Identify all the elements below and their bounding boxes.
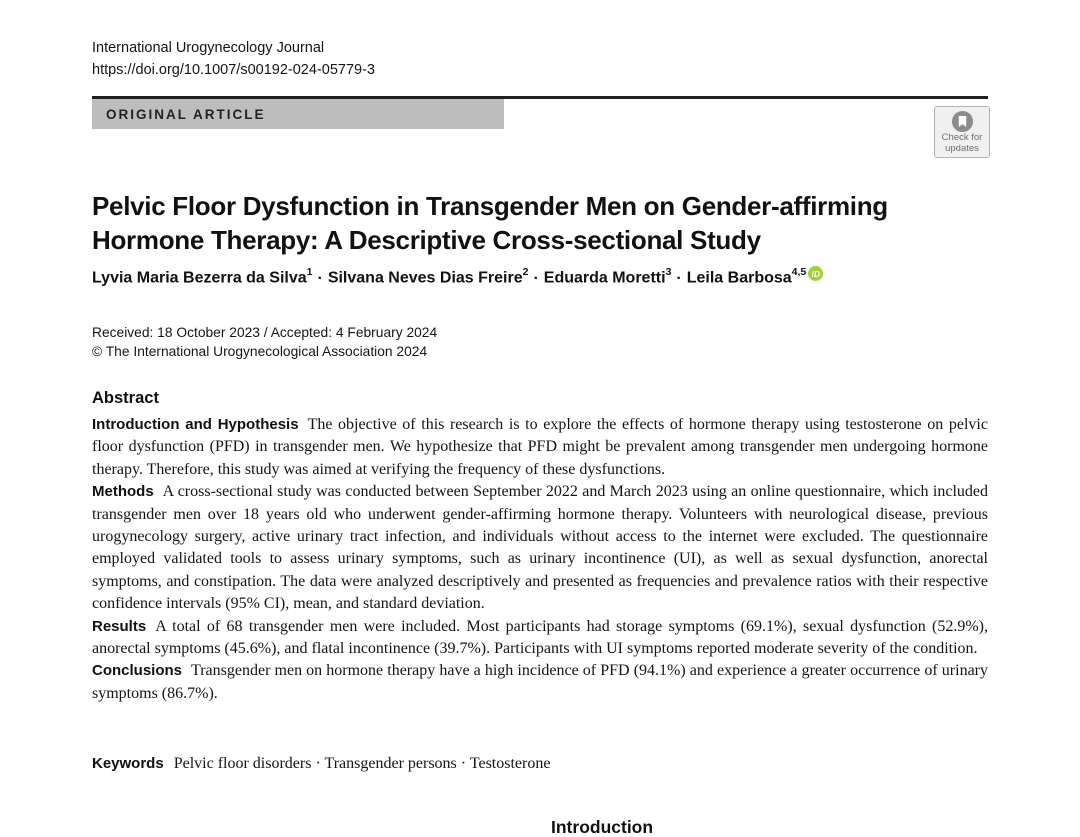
orcid-icon[interactable]: iD bbox=[808, 266, 823, 281]
abstract-section bbox=[92, 389, 988, 705]
abstract-run-in-label: Results bbox=[92, 617, 147, 635]
abstract-text: Transgender men on hormone therapy have a high incidence of PFD (94.1%) and experience a greater occurrence of urinary symptoms (86.7%). bbox=[92, 662, 988, 702]
author-list bbox=[92, 266, 823, 288]
abstract-heading: Abstract bbox=[92, 389, 159, 407]
bookmark-icon bbox=[951, 110, 974, 133]
abstract-run-in-label: Conclusions bbox=[92, 662, 183, 680]
copyright-line: © The International Urogynecological Association 2024 bbox=[92, 343, 428, 359]
abstract-paragraph-methods bbox=[92, 481, 988, 615]
author-separator: · bbox=[317, 269, 323, 287]
article-type-banner bbox=[92, 99, 504, 129]
introduction-heading-partial: Introduction bbox=[551, 817, 654, 837]
journal-name: International Urogynecology Journal bbox=[92, 40, 325, 56]
author-affiliation-sup: 3 bbox=[665, 266, 672, 279]
author-name: Silvana Neves Dias Freire bbox=[327, 269, 523, 287]
abstract-text: A cross-sectional study was conducted between September 2022 and March 2023 using an online questionnaire, which included transgender men over 18 years old who underwent gender-affirming hormone therapy. Volunteers with neurological disease, previous urogynecology surgery, active urinary tract infection, and individuals without access to the internet were excluded. The questionnaire employed validated tools to assess urinary symptoms, such as urinary incontinence (UI), as well as sexual dysfunction, anorectal symptoms, and constipation. The data were analyzed descriptively and presented as frequencies and prevalence ratios with their respective confidence intervals (95% CI), mean, and standard deviation. bbox=[92, 483, 988, 613]
received-accepted-dates: Received: 18 October 2023 / Accepted: 4 February 2024 bbox=[92, 325, 438, 340]
author-name: Lyvia Maria Bezerra da Silva bbox=[92, 269, 307, 287]
check-badge-text-line1: Check for bbox=[941, 132, 983, 143]
abstract-paragraph-conclusions bbox=[92, 660, 988, 705]
author-affiliation-sup: 1 bbox=[306, 266, 313, 279]
author-name: Eduarda Moretti bbox=[543, 269, 666, 287]
author-name: Leila Barbosa bbox=[686, 269, 792, 287]
abstract-text: The objective of this research is to explore the effects of hormone therapy using testosterone on pelvic floor dysfunction (PFD) in transgender men. We hypothesize that PFD might be prevalent among transgender men undergoing hormone therapy. Therefore, this study was aimed at verifying the frequency of these dysfunctions. bbox=[92, 416, 988, 478]
doi-link[interactable]: https://doi.org/10.1007/s00192-024-05779-3 bbox=[92, 62, 375, 78]
page-title: Pelvic Floor Dysfunction in Transgender Men on Gender-affirming Hormone Therapy: A Descriptive Cross-sectional Study bbox=[92, 191, 888, 256]
abstract-paragraph-introduction bbox=[92, 414, 988, 481]
keywords-text: Pelvic floor disorders · Transgender persons · Testosterone bbox=[173, 755, 551, 772]
abstract-text: A total of 68 transgender men were included. Most participants had storage symptoms (69.1%), sexual dysfunction (52.9%), anorectal symptoms (45.6%), and flatal incontinence (39.7%). Participants with UI symptoms reported moderate severity of the condition. bbox=[92, 617, 988, 658]
article-history bbox=[92, 324, 437, 361]
author-affiliation-sup: 2 bbox=[522, 266, 529, 279]
check-for-updates-badge[interactable] bbox=[934, 106, 990, 158]
check-badge-text-line2: updates bbox=[945, 142, 979, 154]
keywords-line bbox=[92, 755, 550, 773]
author-separator: · bbox=[676, 269, 682, 287]
abstract-paragraph-results bbox=[92, 616, 988, 661]
keywords-label: Keywords bbox=[92, 755, 164, 772]
author-separator: · bbox=[533, 269, 539, 287]
author-affiliation-sup: 4,5 bbox=[791, 266, 807, 279]
article-type-label: ORIGINAL ARTICLE bbox=[106, 106, 266, 122]
masthead bbox=[92, 37, 375, 81]
abstract-run-in-label: Methods bbox=[92, 483, 154, 501]
abstract-run-in-label: Introduction and Hypothesis bbox=[92, 416, 299, 433]
